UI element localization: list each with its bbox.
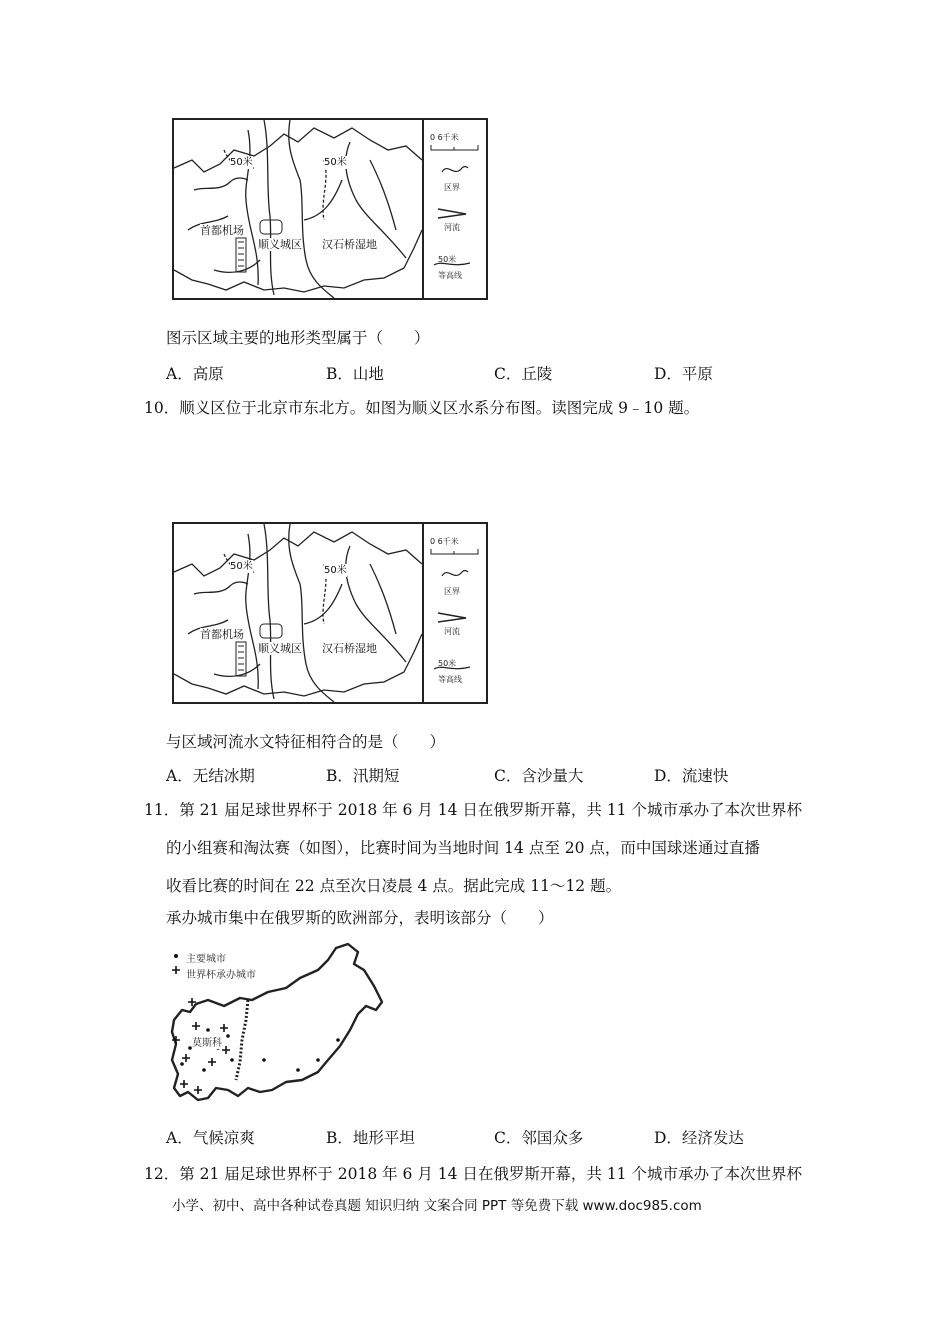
q11-option-a[interactable]: A．气候凉爽 [166, 1129, 255, 1147]
wetland-label: 汉石桥湿地 [322, 642, 377, 655]
legend-contour-value: 50米 [438, 659, 457, 668]
q12-intro: 12．第 21 届足球世界杯于 2018 年 6 月 14 日在俄罗斯开幕，共 11 个城市承办了本次世界杯 [144, 1165, 802, 1183]
q10-option-c[interactable]: C．含沙量大 [494, 767, 584, 785]
legend-contour-label: 等高线 [438, 271, 462, 280]
river-symbol-icon [436, 610, 470, 624]
q11-option-b[interactable]: B．地形平坦 [326, 1129, 415, 1147]
district-label: 顺义城区 [258, 642, 302, 655]
q10-stem: 与区域河流水文特征相符合的是（ ） [166, 733, 446, 751]
district-label: 顺义城区 [258, 238, 302, 251]
q11-intro-line-3: 收看比赛的时间在 22 点至次日凌晨 4 点。据此完成 11～12 题。 [166, 877, 622, 895]
contour-label-b: 50米 [324, 565, 347, 576]
q11-stem: 承办城市集中在俄罗斯的欧洲部分，表明该部分（ ） [166, 909, 554, 927]
scale-bar-icon [430, 548, 480, 556]
legend-contour-value: 50米 [438, 255, 457, 264]
boundary-symbol-icon [440, 162, 470, 178]
q9-option-d[interactable]: D．平原 [654, 365, 713, 383]
q11-intro-line-2: 的小组赛和淘汰赛（如图），比赛时间为当地时间 14 点至 20 点，而中国球迷通过直播 [166, 839, 760, 857]
airport-label: 首都机场 [200, 224, 244, 237]
contour-symbol-icon [432, 260, 472, 268]
q11-option-c[interactable]: C．邻国众多 [494, 1129, 584, 1147]
contour-label-a: 50米 [230, 157, 253, 168]
legend-boundary-label: 区界 [444, 183, 460, 192]
contour-label-b: 50米 [324, 157, 347, 168]
map-legend-main-city: 主要城市 [186, 954, 226, 965]
scale-bar-label: 0 6千米 [430, 133, 459, 142]
q10-intro: 10．顺义区位于北京市东北方。如图为顺义区水系分布图。读图完成 9﹣10 题。 [144, 399, 700, 417]
river-symbol-icon [436, 206, 470, 220]
moscow-label: 莫斯科 [192, 1034, 222, 1049]
wetland-label: 汉石桥湿地 [322, 238, 377, 251]
shunyi-water-map-1 [172, 118, 488, 300]
q9-stem: 图示区域主要的地形类型属于（ ） [166, 329, 430, 347]
legend-river-label: 河流 [444, 627, 460, 636]
q11-option-d[interactable]: D．经济发达 [654, 1129, 744, 1147]
q9-option-c[interactable]: C．丘陵 [494, 365, 553, 383]
q10-option-b[interactable]: B．汛期短 [326, 767, 400, 785]
russia-world-cup-map [168, 940, 388, 1108]
q10-option-d[interactable]: D．流速快 [654, 767, 729, 785]
contour-symbol-icon [432, 664, 472, 672]
scale-bar-label: 0 6千米 [430, 537, 459, 546]
shunyi-water-map-2 [172, 522, 488, 704]
boundary-symbol-icon [440, 566, 470, 582]
airport-label: 首都机场 [200, 628, 244, 641]
river-network-drawing [174, 120, 422, 298]
q9-option-a[interactable]: A．高原 [166, 365, 224, 383]
q11-intro-line-1: 11．第 21 届足球世界杯于 2018 年 6 月 14 日在俄罗斯开幕，共 11 个城市承办了本次世界杯 [144, 801, 802, 819]
river-network-drawing [174, 524, 422, 702]
scale-bar-icon [430, 144, 480, 152]
map-legend [422, 120, 462, 298]
map-legend-host-city: 世界杯承办城市 [186, 970, 256, 981]
map-legend [422, 524, 462, 702]
legend-boundary-label: 区界 [444, 587, 460, 596]
q10-option-a[interactable]: A．无结冰期 [166, 767, 255, 785]
legend-contour-label: 等高线 [438, 675, 462, 684]
page-footer: 小学、初中、高中各种试卷真题 知识归纳 文案合同 PPT 等免费下载 www.doc985.com [172, 1198, 702, 1214]
contour-label-a: 50米 [230, 561, 253, 572]
q9-option-b[interactable]: B．山地 [326, 365, 384, 383]
legend-river-label: 河流 [444, 223, 460, 232]
